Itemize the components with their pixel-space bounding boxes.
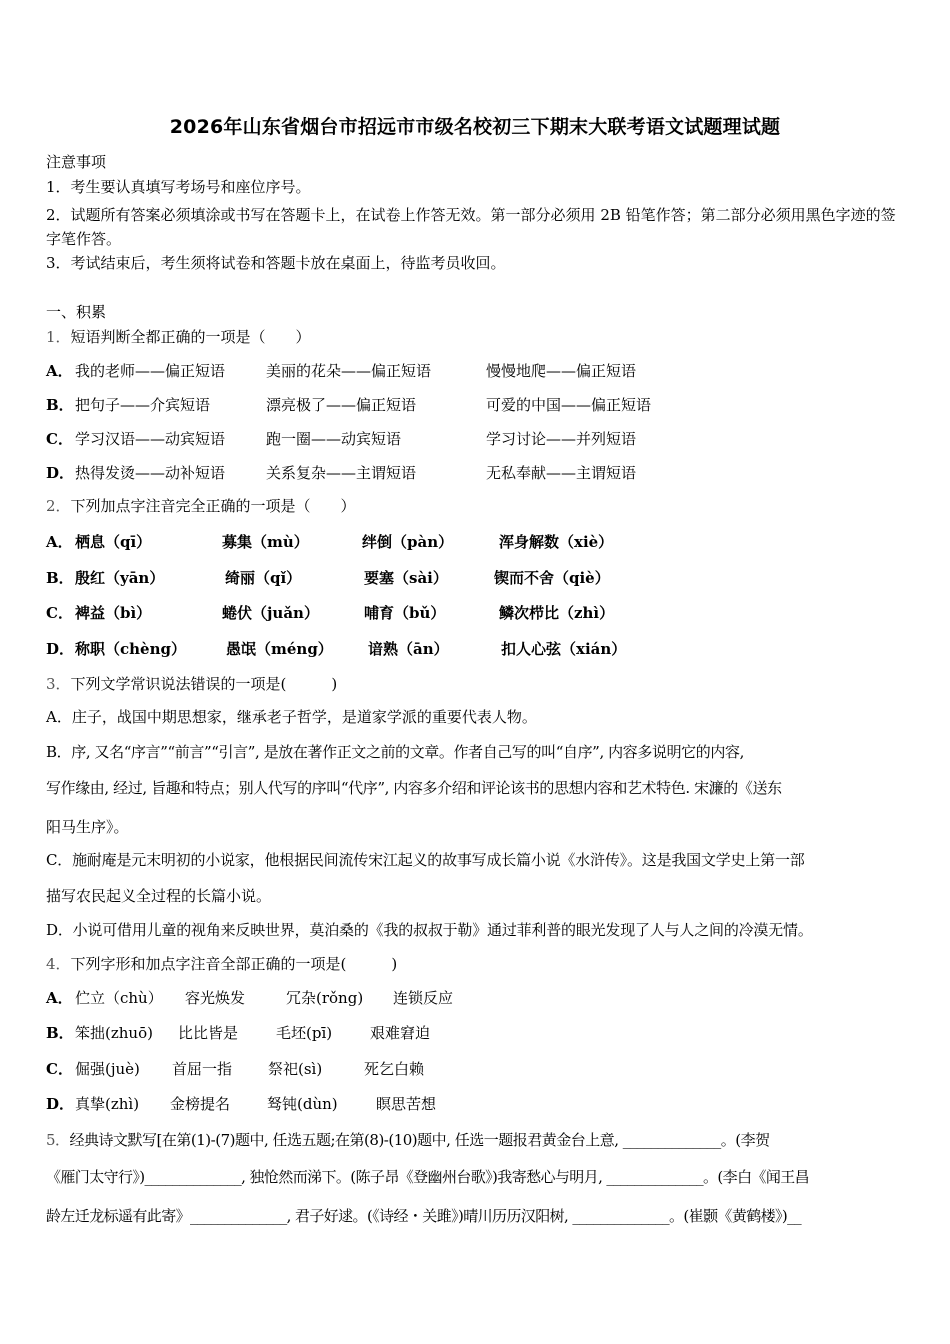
q1-option-item: 可爱的中国——偏正短语 <box>486 396 652 414</box>
q4-option-label: C． <box>46 1060 73 1078</box>
q1-option-item: 美丽的花朵——偏正短语 <box>266 362 432 380</box>
q4-option-item: 瞑思苦想 <box>376 1095 437 1113</box>
page-title: 2026年山东省烟台市招远市市级名校初三下期末大联考语文试题理试题 <box>169 116 781 138</box>
question-5-line: 《雁门太守行》)______________, 独怆然而涕下。(陈子昂《登幽州台歌》)我寄愁心与明月, ______________。(李白《闻王昌 <box>46 1168 810 1186</box>
q1-option-item: 我的老师——偏正短语 <box>75 362 226 380</box>
q2-option-item: 要塞（sài） <box>364 569 448 587</box>
q2-option-label: A． <box>46 533 73 551</box>
q2-option-label: C． <box>46 604 73 622</box>
q3-option-b-line: B．序, 又名“序言”“前言”“引言”, 是放在著作正文之前的文章。作者自己写的叫“自序”, 内容多说明它的内容, <box>46 743 744 761</box>
notice-heading: 注意事项 <box>46 153 107 171</box>
question-text: 短语判断全都正确的一项是（ ） <box>70 328 311 346</box>
q2-option-item: 谙熟（ān） <box>368 640 449 658</box>
q4-option-item: 比比皆是 <box>178 1024 239 1042</box>
q4-option-item: 容光焕发 <box>185 989 246 1007</box>
question-text: 下列字形和加点字注音全部正确的一项是( ) <box>70 955 398 973</box>
q2-option-item: 蜷伏（juǎn） <box>222 604 319 622</box>
notice-item-2: 2．试题所有答案必须填涂或书写在答题卡上，在试卷上作答无效。第一部分必须用 2B 铅笔作答；第二部分必须用黑色字迹的签字笔作答。 <box>46 206 896 248</box>
q2-option-item: 浑身解数（xiè） <box>499 533 614 551</box>
q4-option-item: 毛坯(pī) <box>276 1024 333 1042</box>
question-number: 4． <box>46 955 71 973</box>
q4-option-item: 金榜提名 <box>170 1095 231 1113</box>
question-4-stem <box>46 954 397 974</box>
q4-option-item: 艰难窘迫 <box>370 1024 431 1042</box>
question-number: 2． <box>46 497 71 515</box>
q1-option-item: 学习汉语——动宾短语 <box>75 430 226 448</box>
q1-option-item: 学习讨论——并列短语 <box>486 430 637 448</box>
q3-option-d: D．小说可借用儿童的视角来反映世界，莫泊桑的《我的叔叔于勒》通过菲利普的眼光发现了人与人之间的冷漠无情。 <box>46 921 813 939</box>
question-2-stem <box>46 496 356 516</box>
q2-option-item: 募集（mù） <box>222 533 309 551</box>
question-3-stem <box>46 674 337 694</box>
q1-option-label: C． <box>46 430 73 448</box>
section-heading: 一、积累 <box>46 303 107 321</box>
question-text: 下列加点字注音完全正确的一项是（ ） <box>70 497 356 515</box>
q2-option-item: 哺育（bǔ） <box>364 604 446 622</box>
q1-option-label: B． <box>46 396 74 414</box>
q4-option-label: D． <box>46 1095 75 1113</box>
q1-option-item: 跑一圈——动宾短语 <box>266 430 402 448</box>
q1-option-item: 慢慢地爬——偏正短语 <box>486 362 637 380</box>
question-text: 经典诗文默写[在第(1)-(7)题中, 任选五题;在第(8)-(10)题中, 任选一题报君黄金台上意, ______________。(李贺 <box>69 1131 770 1149</box>
q4-option-item: 祭祀(sì) <box>268 1060 323 1078</box>
q2-option-item: 栖息（qī） <box>75 533 152 551</box>
q2-option-item: 绮丽（qǐ） <box>225 569 302 587</box>
q1-option-label: D． <box>46 464 75 482</box>
q4-option-item: 真挚(zhì) <box>75 1095 140 1113</box>
q4-option-item: 冗杂(rǒng) <box>286 989 364 1007</box>
q4-option-item: 连锁反应 <box>393 989 454 1007</box>
q2-option-label: D． <box>46 640 75 658</box>
question-5-line: 龄左迁龙标遥有此寄》______________, 君子好逑。(《诗经・关雎》)晴川历历汉阳树, ______________。(崔颢《黄鹤楼》)__ <box>46 1207 801 1225</box>
q4-option-item: 死乞白赖 <box>364 1060 425 1078</box>
q4-option-item: 倔强(juè) <box>75 1060 140 1078</box>
question-number: 3． <box>46 675 71 693</box>
q4-option-item: 伫立（chù） <box>75 989 163 1007</box>
q2-option-item: 殷红（yān） <box>75 569 165 587</box>
notice-item-3: 3．考试结束后，考生须将试卷和答题卡放在桌面上，待监考员收回。 <box>46 254 506 272</box>
q1-option-item: 关系复杂——主谓短语 <box>266 464 417 482</box>
question-1-stem <box>46 327 311 347</box>
q1-option-item: 漂亮极了——偏正短语 <box>266 396 417 414</box>
q1-option-item: 热得发烫——动补短语 <box>75 464 226 482</box>
q3-option-c-line: 描写农民起义全过程的长篇小说。 <box>46 887 272 905</box>
question-text: 下列文学常识说法错误的一项是( ) <box>70 675 338 693</box>
q4-option-label: A． <box>46 989 73 1007</box>
q2-option-item: 愚氓（méng） <box>226 640 333 658</box>
q4-option-item: 笨拙(zhuō) <box>75 1024 153 1042</box>
q2-option-item: 绊倒（pàn） <box>362 533 454 551</box>
q1-option-item: 无私奉献——主谓短语 <box>486 464 637 482</box>
q4-option-item: 驽钝(dùn) <box>267 1095 338 1113</box>
q1-option-label: A． <box>46 362 73 380</box>
q2-option-item: 称职（chèng） <box>75 640 186 658</box>
q3-option-a: A．庄子，战国中期思想家，继承老子哲学，是道家学派的重要代表人物。 <box>46 708 537 726</box>
q4-option-label: B． <box>46 1024 74 1042</box>
question-number: 1． <box>46 328 71 346</box>
q3-option-b-line: 阳马生序》。 <box>46 818 129 836</box>
q2-option-item: 鳞次栉比（zhì） <box>499 604 615 622</box>
q3-option-c-line: C．施耐庵是元末明初的小说家，他根据民间流传宋江起义的故事写成长篇小说《水浒传》。这是我国文学史上第一部 <box>46 851 805 869</box>
question-5-line <box>46 1130 770 1150</box>
question-number: 5． <box>46 1131 70 1149</box>
q4-option-item: 首屈一指 <box>172 1060 233 1078</box>
q2-option-item: 扣人心弦（xián） <box>501 640 627 658</box>
q3-option-b-line: 写作缘由, 经过, 旨趣和特点；别人代写的序叫“代序”, 内容多介绍和评论该书的思想内容和艺术特色. 宋濂的《送东 <box>46 779 782 797</box>
q2-option-label: B． <box>46 569 74 587</box>
q2-option-item: 锲而不舍（qiè） <box>494 569 610 587</box>
q1-option-item: 把句子——介宾短语 <box>75 396 211 414</box>
q2-option-item: 裨益（bì） <box>75 604 152 622</box>
notice-item-1: 1．考生要认真填写考场号和座位序号。 <box>46 178 311 196</box>
